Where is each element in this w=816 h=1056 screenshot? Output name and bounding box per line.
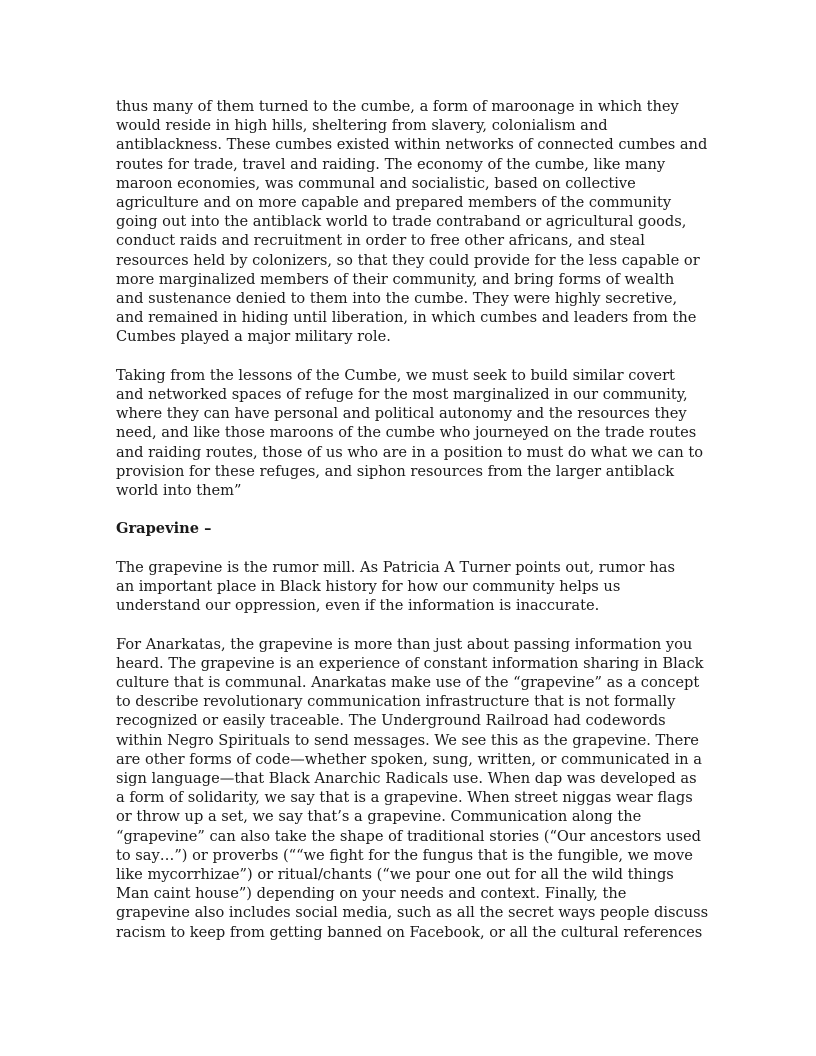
paragraph-grapevine-rumor: The grapevine is the rumor mill. As Patricia A Turner points out, rumor has an important place in Black history for how our community helps us understand our oppression, even if the information is inaccurate.: [116, 558, 675, 615]
section-heading-grapevine: Grapevine –: [116, 520, 212, 538]
paragraph-grapevine-anarkatas: For Anarkatas, the grapevine is more than just about passing information you heard. The grapevine is an experience of constant information sharing in Black culture that is communal. Anarkatas make use of the “grapevine” as a concept to describe revolutionary communication infrastructure that is not formally recognized or easily traceable. The Underground Railroad had codewords within Negro Spirituals to send messages. We see this as the grapevine. There are other forms of code—whether spoken, sung, written, or communicated in a sign language—that Black Anarchic Radicals use. When dap was developed as a form of solidarity, we say that is a grapevine. When street niggas wear flags or throw up a set, we say that’s a grapevine. Communication along the “grapevine” can also take the shape of traditional stories (“Our ancestors used to say…”) or proverbs (““we fight for the fungus that is the fungible, we move like mycorrhizae”) or ritual/chants (“we pour one out for all the wild things Man caint house”) depending on your needs and context. Finally, the grapevine also includes social media, such as all the secret ways people discuss racism to keep from getting banned on Facebook, or all the cultural references: [116, 635, 709, 941]
paragraph-cumbe-maroonage: thus many of them turned to the cumbe, a form of maroonage in which they would reside in high hills, sheltering from slavery, colonialism and antiblackness. These cumbes existed within networks of connected cumbes and routes for trade, travel and raiding. The economy of the cumbe, like many maroon economies, was communal and socialistic, based on collective agriculture and on more capable and prepared members of the community going out into the antiblack world to trade contraband or agricultural goods, conduct raids and recruitment in order to free other africans, and steal resources held by colonizers, so that they could provide for the less capable or more marginalized members of their community, and bring forms of wealth and sustenance denied to them into the cumbe. They were highly secretive, and remained in hiding until liberation, in which cumbes and leaders from the Cumbes played a major military role.: [116, 98, 708, 346]
paragraph-cumbe-lessons: Taking from the lessons of the Cumbe, we must seek to build similar covert and networked spaces of refuge for the most marginalized in our community, where they can have personal and political autonomy and the resources they need, and like those maroons of the cumbe who journeyed on the trade routes and raiding routes, those of us who are in a position to must do what we can to provision for these refuges, and siphon resources from the larger antiblack world into them”: [116, 366, 704, 500]
document-page: [116, 97, 716, 961]
